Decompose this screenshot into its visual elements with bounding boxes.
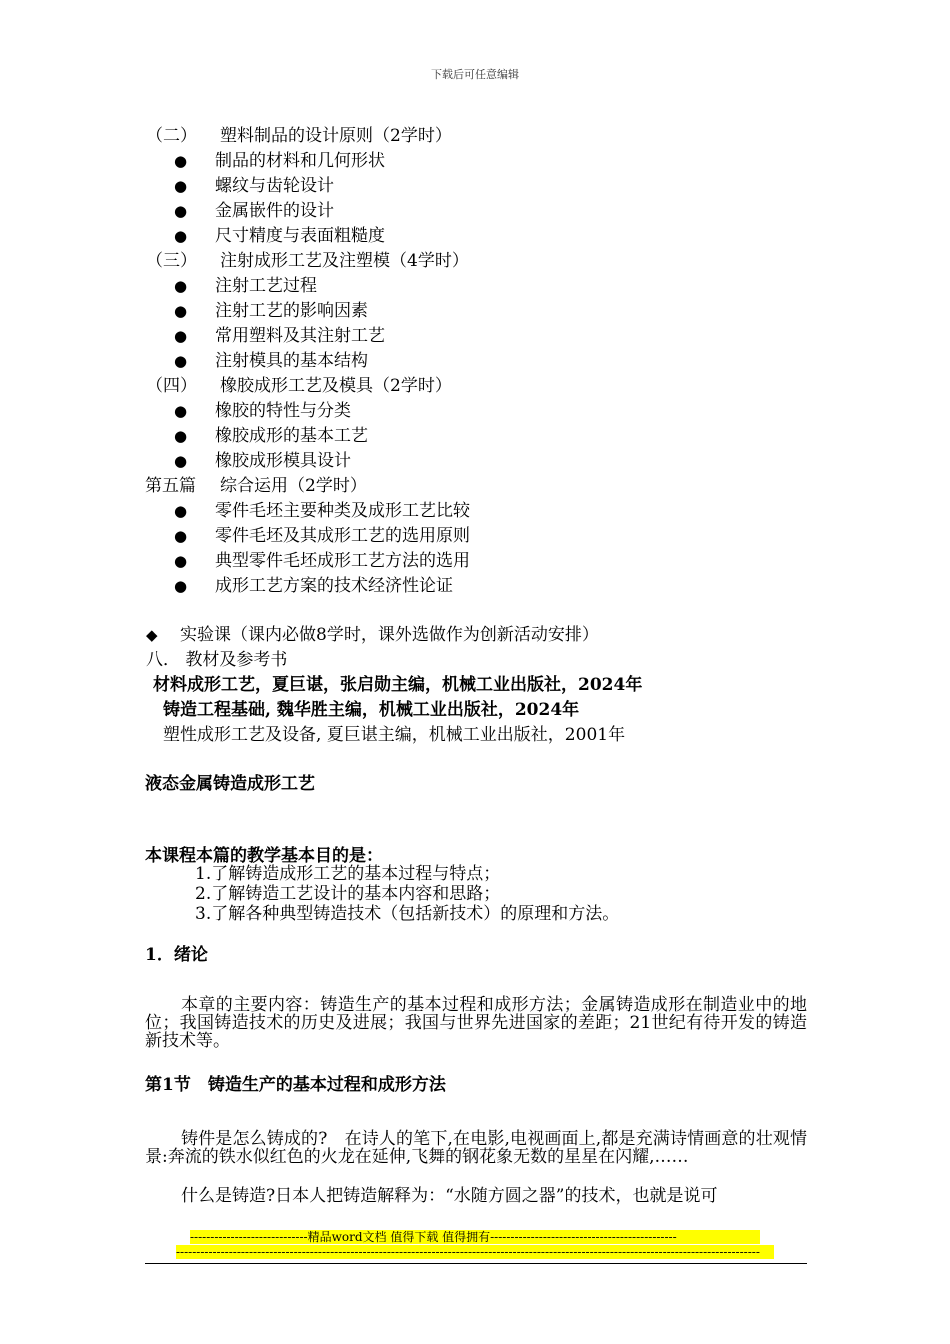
outline-item: 橡胶成形模具设计 bbox=[215, 451, 351, 471]
bullet-icon: ● bbox=[174, 152, 188, 170]
bullet-icon: ● bbox=[174, 327, 188, 345]
bullet-icon: ● bbox=[174, 202, 188, 220]
bullet-icon: ● bbox=[174, 502, 188, 520]
section-3-label: （三） bbox=[146, 251, 197, 271]
bullet-icon: ● bbox=[174, 577, 188, 595]
intro-heading: 1．绪论 bbox=[145, 945, 208, 965]
textbook-item: 材料成形工艺，夏巨谌，张启勋主编，机械工业出版社，2024年 bbox=[153, 675, 643, 695]
section1-heading: 第1节 铸造生产的基本过程和成形方法 bbox=[145, 1075, 446, 1095]
bullet-icon: ● bbox=[174, 427, 188, 445]
goal-item: 2.了解铸造工艺设计的基本内容和思路； bbox=[195, 884, 501, 904]
bullet-icon: ● bbox=[174, 352, 188, 370]
outline-item: 橡胶的特性与分类 bbox=[215, 401, 351, 421]
outline-item: 注射模具的基本结构 bbox=[215, 351, 368, 371]
section1-paragraph-1: 铸件是怎么铸成的? 在诗人的笔下,在电影,电视画面上,都是充满诗情画意的壮观情景:奔流的铁水似红色的火龙在延伸,飞舞的钢花象无数的星星在闪耀,…… bbox=[145, 1129, 807, 1167]
outline-item: 橡胶成形的基本工艺 bbox=[215, 426, 368, 446]
section-2-label: （二） bbox=[146, 126, 197, 146]
bullet-icon: ● bbox=[174, 452, 188, 470]
outline-item: 零件毛坯及其成形工艺的选用原则 bbox=[215, 526, 470, 546]
section-2-title: 塑料制品的设计原则（2学时） bbox=[220, 126, 452, 146]
section-3-title: 注射成形工艺及注塑模（4学时） bbox=[220, 251, 469, 271]
chapter-title: 液态金属铸造成形工艺 bbox=[145, 774, 315, 794]
lab-line: 实验课（课内必做8学时，课外选做作为创新活动安排） bbox=[180, 625, 599, 645]
part-5-label: 第五篇 bbox=[145, 476, 196, 496]
outline-item: 金属嵌件的设计 bbox=[215, 201, 334, 221]
bullet-icon: ● bbox=[174, 227, 188, 245]
outline-item: 螺纹与齿轮设计 bbox=[215, 176, 334, 196]
footer-banner-line-1: -----------------------------精品word文档 值得下载 值得拥有---------------------------------------------- bbox=[190, 1230, 760, 1244]
outline-item: 典型零件毛坯成形工艺方法的选用 bbox=[215, 551, 470, 571]
section1-paragraph-2: 什么是铸造?日本人把铸造解释为：“水随方圆之器”的技术，也就是说可 bbox=[181, 1186, 718, 1206]
part-5-title: 综合运用（2学时） bbox=[220, 476, 367, 496]
outline-item: 成形工艺方案的技术经济性论证 bbox=[215, 576, 453, 596]
textbooks-heading: 八． 教材及参考书 bbox=[146, 650, 288, 670]
bullet-icon: ● bbox=[174, 402, 188, 420]
outline-item: 零件毛坯主要种类及成形工艺比较 bbox=[215, 501, 470, 521]
section-4-label: （四） bbox=[146, 376, 197, 396]
bullet-icon: ● bbox=[174, 552, 188, 570]
footer-rule bbox=[145, 1263, 807, 1264]
outline-item: 尺寸精度与表面粗糙度 bbox=[215, 226, 385, 246]
textbook-item: 铸造工程基础, 魏华胜主编，机械工业出版社，2024年 bbox=[163, 700, 580, 720]
diamond-icon: ◆ bbox=[146, 626, 158, 644]
intro-paragraph: 本章的主要内容：铸造生产的基本过程和成形方法；金属铸造成形在制造业中的地位；我国铸造技术的历史及进展；我国与世界先进国家的差距；21世纪有待开发的铸造新技术等。 bbox=[145, 995, 807, 1051]
section-4-title: 橡胶成形工艺及模具（2学时） bbox=[220, 376, 452, 396]
goal-item: 3.了解各种典型铸造技术（包括新技术）的原理和方法。 bbox=[195, 904, 620, 924]
goal-item: 1.了解铸造成形工艺的基本过程与特点； bbox=[195, 864, 501, 884]
footer-banner-line-2: ------------------------------------------------------------------------------------------------------------------------------------------------ bbox=[176, 1245, 774, 1259]
outline-item: 制品的材料和几何形状 bbox=[215, 151, 385, 171]
outline-item: 常用塑料及其注射工艺 bbox=[215, 326, 385, 346]
outline-item: 注射工艺过程 bbox=[215, 276, 317, 296]
textbook-item: 塑性成形工艺及设备, 夏巨谌主编，机械工业出版社，2001年 bbox=[163, 725, 626, 745]
bullet-icon: ● bbox=[174, 302, 188, 320]
bullet-icon: ● bbox=[174, 527, 188, 545]
header-note: 下载后可任意编辑 bbox=[431, 68, 519, 81]
outline-item: 注射工艺的影响因素 bbox=[215, 301, 368, 321]
bullet-icon: ● bbox=[174, 177, 188, 195]
bullet-icon: ● bbox=[174, 277, 188, 295]
goals-heading: 本课程本篇的教学基本目的是： bbox=[145, 846, 383, 866]
